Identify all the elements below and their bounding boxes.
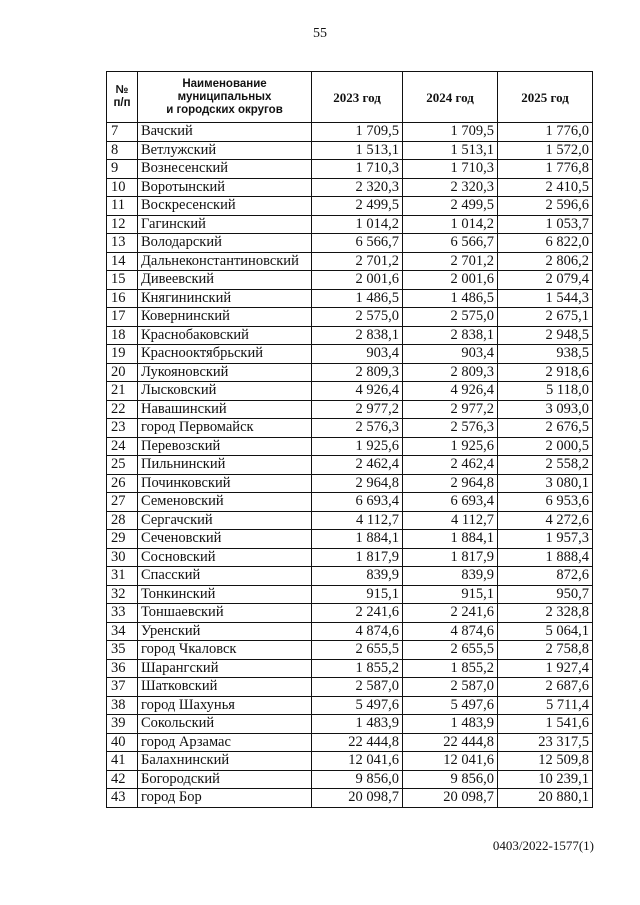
row-number: 16 bbox=[107, 289, 138, 308]
table-row bbox=[107, 511, 593, 530]
value-2025: 1 888,4 bbox=[498, 548, 593, 567]
value-2023: 2 977,2 bbox=[312, 400, 403, 419]
municipality-name: Вознесенский bbox=[138, 160, 312, 179]
value-2025: 938,5 bbox=[498, 345, 593, 364]
table-header-row bbox=[107, 72, 593, 123]
table-row bbox=[107, 770, 593, 789]
value-2024: 1 817,9 bbox=[403, 548, 498, 567]
value-2024: 839,9 bbox=[403, 567, 498, 586]
table-row bbox=[107, 363, 593, 382]
value-2023: 2 320,3 bbox=[312, 178, 403, 197]
value-2025: 2 948,5 bbox=[498, 326, 593, 345]
value-2025: 2 758,8 bbox=[498, 641, 593, 660]
value-2023: 4 926,4 bbox=[312, 382, 403, 401]
row-number: 40 bbox=[107, 733, 138, 752]
value-2024: 5 497,6 bbox=[403, 696, 498, 715]
value-2023: 1 855,2 bbox=[312, 659, 403, 678]
value-2023: 2 001,6 bbox=[312, 271, 403, 290]
value-2023: 915,1 bbox=[312, 585, 403, 604]
table-row bbox=[107, 123, 593, 142]
row-number: 19 bbox=[107, 345, 138, 364]
value-2023: 1 483,9 bbox=[312, 715, 403, 734]
table-row bbox=[107, 326, 593, 345]
value-2025: 2 675,1 bbox=[498, 308, 593, 327]
row-number: 18 bbox=[107, 326, 138, 345]
table-row bbox=[107, 604, 593, 623]
value-2023: 1 513,1 bbox=[312, 141, 403, 160]
table-row bbox=[107, 752, 593, 771]
document-code: 0403/2022-1577(1) bbox=[492, 838, 594, 853]
table-row bbox=[107, 141, 593, 160]
row-number: 14 bbox=[107, 252, 138, 271]
value-2023: 4 112,7 bbox=[312, 511, 403, 530]
value-2025: 2 410,5 bbox=[498, 178, 593, 197]
municipality-name: Вачский bbox=[138, 123, 312, 142]
table-row bbox=[107, 678, 593, 697]
value-2024: 2 575,0 bbox=[403, 308, 498, 327]
row-number: 12 bbox=[107, 215, 138, 234]
municipality-name: Володарский bbox=[138, 234, 312, 253]
value-2024: 4 112,7 bbox=[403, 511, 498, 530]
value-2023: 2 575,0 bbox=[312, 308, 403, 327]
value-2025: 1 776,8 bbox=[498, 160, 593, 179]
row-number: 15 bbox=[107, 271, 138, 290]
value-2024: 1 014,2 bbox=[403, 215, 498, 234]
value-2025: 3 093,0 bbox=[498, 400, 593, 419]
municipality-name: город Чкаловск bbox=[138, 641, 312, 660]
row-number: 33 bbox=[107, 604, 138, 623]
row-number: 27 bbox=[107, 493, 138, 512]
value-2024: 2 587,0 bbox=[403, 678, 498, 697]
row-number: 41 bbox=[107, 752, 138, 771]
value-2025: 4 272,6 bbox=[498, 511, 593, 530]
municipality-name: Сосновский bbox=[138, 548, 312, 567]
value-2025: 3 080,1 bbox=[498, 474, 593, 493]
value-2025: 2 000,5 bbox=[498, 437, 593, 456]
row-number: 24 bbox=[107, 437, 138, 456]
value-2024: 6 566,7 bbox=[403, 234, 498, 253]
value-2025: 1 544,3 bbox=[498, 289, 593, 308]
value-2023: 1 710,3 bbox=[312, 160, 403, 179]
municipality-name: Перевозский bbox=[138, 437, 312, 456]
value-2023: 2 701,2 bbox=[312, 252, 403, 271]
value-2023: 2 576,3 bbox=[312, 419, 403, 438]
value-2024: 1 513,1 bbox=[403, 141, 498, 160]
value-2025: 6 822,0 bbox=[498, 234, 593, 253]
value-2024: 1 884,1 bbox=[403, 530, 498, 549]
municipality-name: Тонкинский bbox=[138, 585, 312, 604]
municipality-name: Семеновский bbox=[138, 493, 312, 512]
row-number: 29 bbox=[107, 530, 138, 549]
value-2025: 950,7 bbox=[498, 585, 593, 604]
municipality-name: Сеченовский bbox=[138, 530, 312, 549]
table-row bbox=[107, 419, 593, 438]
row-number: 42 bbox=[107, 770, 138, 789]
value-2023: 9 856,0 bbox=[312, 770, 403, 789]
value-2025: 10 239,1 bbox=[498, 770, 593, 789]
value-2025: 5 711,4 bbox=[498, 696, 593, 715]
municipality-name: Воротынский bbox=[138, 178, 312, 197]
table-row bbox=[107, 493, 593, 512]
header-year-2023: 2023 год bbox=[312, 72, 403, 123]
page-number: 55 bbox=[313, 26, 327, 41]
value-2023: 1 014,2 bbox=[312, 215, 403, 234]
value-2025: 1 957,3 bbox=[498, 530, 593, 549]
municipality-name: город Шахунья bbox=[138, 696, 312, 715]
value-2024: 2 964,8 bbox=[403, 474, 498, 493]
row-number: 34 bbox=[107, 622, 138, 641]
value-2023: 839,9 bbox=[312, 567, 403, 586]
value-2023: 12 041,6 bbox=[312, 752, 403, 771]
value-2023: 1 486,5 bbox=[312, 289, 403, 308]
value-2024: 2 809,3 bbox=[403, 363, 498, 382]
table-row bbox=[107, 789, 593, 808]
value-2023: 1 925,6 bbox=[312, 437, 403, 456]
value-2023: 6 693,4 bbox=[312, 493, 403, 512]
value-2025: 6 953,6 bbox=[498, 493, 593, 512]
table-row bbox=[107, 530, 593, 549]
municipality-name: Лукояновский bbox=[138, 363, 312, 382]
row-number: 21 bbox=[107, 382, 138, 401]
value-2023: 903,4 bbox=[312, 345, 403, 364]
municipality-name: Шарангский bbox=[138, 659, 312, 678]
municipality-name: Княгининский bbox=[138, 289, 312, 308]
row-number: 38 bbox=[107, 696, 138, 715]
value-2024: 1 486,5 bbox=[403, 289, 498, 308]
value-2023: 2 964,8 bbox=[312, 474, 403, 493]
value-2024: 2 462,4 bbox=[403, 456, 498, 475]
value-2025: 2 918,6 bbox=[498, 363, 593, 382]
value-2023: 2 655,5 bbox=[312, 641, 403, 660]
row-number: 37 bbox=[107, 678, 138, 697]
municipality-name: Воскресенский bbox=[138, 197, 312, 216]
value-2024: 1 925,6 bbox=[403, 437, 498, 456]
value-2024: 2 241,6 bbox=[403, 604, 498, 623]
value-2024: 6 693,4 bbox=[403, 493, 498, 512]
value-2025: 2 687,6 bbox=[498, 678, 593, 697]
table-row bbox=[107, 715, 593, 734]
value-2024: 2 701,2 bbox=[403, 252, 498, 271]
municipality-name: Краснобаковский bbox=[138, 326, 312, 345]
row-number: 43 bbox=[107, 789, 138, 808]
municipality-name: Ветлужский bbox=[138, 141, 312, 160]
municipality-name: Навашинский bbox=[138, 400, 312, 419]
value-2023: 1 817,9 bbox=[312, 548, 403, 567]
value-2024: 2 838,1 bbox=[403, 326, 498, 345]
value-2024: 4 874,6 bbox=[403, 622, 498, 641]
row-number: 17 bbox=[107, 308, 138, 327]
table-row bbox=[107, 382, 593, 401]
value-2023: 4 874,6 bbox=[312, 622, 403, 641]
row-number: 36 bbox=[107, 659, 138, 678]
value-2025: 1 541,6 bbox=[498, 715, 593, 734]
value-2025: 2 328,8 bbox=[498, 604, 593, 623]
table-row bbox=[107, 345, 593, 364]
value-2024: 915,1 bbox=[403, 585, 498, 604]
header-number: № п/п bbox=[107, 72, 138, 123]
value-2024: 2 655,5 bbox=[403, 641, 498, 660]
table-row bbox=[107, 474, 593, 493]
value-2023: 2 587,0 bbox=[312, 678, 403, 697]
value-2025: 2 806,2 bbox=[498, 252, 593, 271]
value-2024: 903,4 bbox=[403, 345, 498, 364]
table-row bbox=[107, 178, 593, 197]
budget-table bbox=[106, 71, 593, 808]
table-row bbox=[107, 456, 593, 475]
municipality-name: Спасский bbox=[138, 567, 312, 586]
municipality-name: Шатковский bbox=[138, 678, 312, 697]
municipality-name: Гагинский bbox=[138, 215, 312, 234]
table-row bbox=[107, 215, 593, 234]
row-number: 32 bbox=[107, 585, 138, 604]
row-number: 8 bbox=[107, 141, 138, 160]
value-2025: 23 317,5 bbox=[498, 733, 593, 752]
row-number: 22 bbox=[107, 400, 138, 419]
value-2023: 1 884,1 bbox=[312, 530, 403, 549]
value-2023: 2 499,5 bbox=[312, 197, 403, 216]
value-2024: 2 576,3 bbox=[403, 419, 498, 438]
table-row bbox=[107, 234, 593, 253]
value-2024: 4 926,4 bbox=[403, 382, 498, 401]
value-2025: 2 676,5 bbox=[498, 419, 593, 438]
row-number: 30 bbox=[107, 548, 138, 567]
municipality-name: Богородский bbox=[138, 770, 312, 789]
value-2023: 2 462,4 bbox=[312, 456, 403, 475]
table-row bbox=[107, 197, 593, 216]
value-2024: 12 041,6 bbox=[403, 752, 498, 771]
value-2024: 2 499,5 bbox=[403, 197, 498, 216]
municipality-name: Уренский bbox=[138, 622, 312, 641]
table-row bbox=[107, 160, 593, 179]
value-2023: 20 098,7 bbox=[312, 789, 403, 808]
value-2025: 5 118,0 bbox=[498, 382, 593, 401]
table-row bbox=[107, 252, 593, 271]
municipality-name: город Арзамас bbox=[138, 733, 312, 752]
row-number: 39 bbox=[107, 715, 138, 734]
table-row bbox=[107, 641, 593, 660]
value-2024: 20 098,7 bbox=[403, 789, 498, 808]
table-row bbox=[107, 567, 593, 586]
value-2025: 2 596,6 bbox=[498, 197, 593, 216]
municipality-name: Сергачский bbox=[138, 511, 312, 530]
municipality-name: Краснооктябрьский bbox=[138, 345, 312, 364]
table-row bbox=[107, 308, 593, 327]
value-2024: 1 855,2 bbox=[403, 659, 498, 678]
municipality-name: город Первомайск bbox=[138, 419, 312, 438]
table-row bbox=[107, 585, 593, 604]
table-row bbox=[107, 271, 593, 290]
table-row bbox=[107, 622, 593, 641]
header-year-2025: 2025 год bbox=[498, 72, 593, 123]
value-2025: 1 572,0 bbox=[498, 141, 593, 160]
table-body bbox=[107, 123, 593, 808]
municipality-name: Дальнеконстантиновский bbox=[138, 252, 312, 271]
row-number: 25 bbox=[107, 456, 138, 475]
municipality-name: Лысковский bbox=[138, 382, 312, 401]
value-2025: 2 079,4 bbox=[498, 271, 593, 290]
value-2024: 22 444,8 bbox=[403, 733, 498, 752]
value-2023: 5 497,6 bbox=[312, 696, 403, 715]
row-number: 26 bbox=[107, 474, 138, 493]
table-row bbox=[107, 696, 593, 715]
value-2025: 1 053,7 bbox=[498, 215, 593, 234]
value-2024: 9 856,0 bbox=[403, 770, 498, 789]
value-2024: 2 977,2 bbox=[403, 400, 498, 419]
row-number: 31 bbox=[107, 567, 138, 586]
value-2023: 1 709,5 bbox=[312, 123, 403, 142]
value-2024: 1 710,3 bbox=[403, 160, 498, 179]
value-2023: 2 809,3 bbox=[312, 363, 403, 382]
table-row bbox=[107, 289, 593, 308]
municipality-name: Ковернинский bbox=[138, 308, 312, 327]
value-2025: 2 558,2 bbox=[498, 456, 593, 475]
row-number: 20 bbox=[107, 363, 138, 382]
value-2024: 2 320,3 bbox=[403, 178, 498, 197]
value-2024: 1 483,9 bbox=[403, 715, 498, 734]
value-2025: 872,6 bbox=[498, 567, 593, 586]
header-year-2024: 2024 год bbox=[403, 72, 498, 123]
value-2025: 1 927,4 bbox=[498, 659, 593, 678]
value-2025: 5 064,1 bbox=[498, 622, 593, 641]
header-municipality-name: Наименование муниципальных и городских округов bbox=[138, 72, 312, 123]
row-number: 11 bbox=[107, 197, 138, 216]
row-number: 9 bbox=[107, 160, 138, 179]
row-number: 13 bbox=[107, 234, 138, 253]
municipality-name: Пильнинский bbox=[138, 456, 312, 475]
table-row bbox=[107, 400, 593, 419]
municipality-name: Балахнинский bbox=[138, 752, 312, 771]
municipality-name: Починковский bbox=[138, 474, 312, 493]
row-number: 10 bbox=[107, 178, 138, 197]
row-number: 7 bbox=[107, 123, 138, 142]
value-2025: 12 509,8 bbox=[498, 752, 593, 771]
table-row bbox=[107, 659, 593, 678]
value-2024: 2 001,6 bbox=[403, 271, 498, 290]
value-2024: 1 709,5 bbox=[403, 123, 498, 142]
value-2025: 20 880,1 bbox=[498, 789, 593, 808]
value-2023: 6 566,7 bbox=[312, 234, 403, 253]
municipality-name: Сокольский bbox=[138, 715, 312, 734]
value-2023: 2 241,6 bbox=[312, 604, 403, 623]
municipality-name: Тоншаевский bbox=[138, 604, 312, 623]
value-2023: 2 838,1 bbox=[312, 326, 403, 345]
municipality-name: Дивеевский bbox=[138, 271, 312, 290]
table-row bbox=[107, 548, 593, 567]
row-number: 35 bbox=[107, 641, 138, 660]
value-2025: 1 776,0 bbox=[498, 123, 593, 142]
value-2023: 22 444,8 bbox=[312, 733, 403, 752]
municipality-name: город Бор bbox=[138, 789, 312, 808]
table-row bbox=[107, 437, 593, 456]
table-row bbox=[107, 733, 593, 752]
row-number: 28 bbox=[107, 511, 138, 530]
row-number: 23 bbox=[107, 419, 138, 438]
